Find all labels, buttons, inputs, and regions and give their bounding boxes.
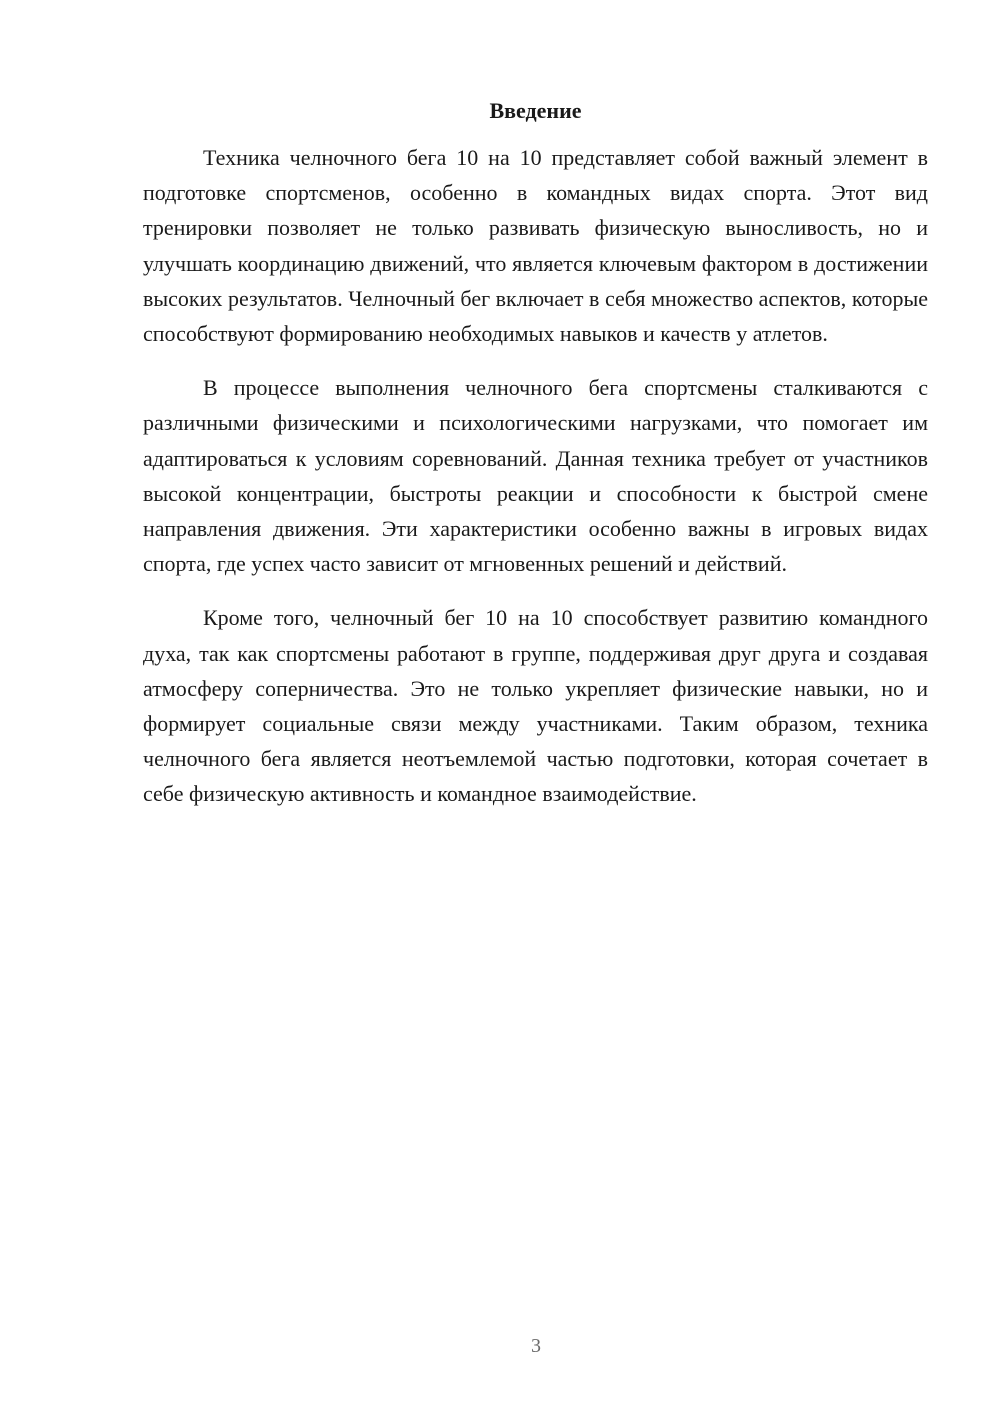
page-number: 3 <box>531 1335 541 1357</box>
page-body <box>143 96 928 831</box>
section-heading: Введение <box>489 98 582 123</box>
paragraph-3: Кроме того, челночный бег 10 на 10 способствует развитию командного духа, так как спортсмены работают в группе, поддерживая друг друга и создавая атмосферу соперничества. Это не только укрепляет физические навыки, но и формирует социальные связи между участниками. Таким образом, техника челночного бега является неотъемлемой частью подготовки, которая сочетает в себе физическую активность и командное взаимодействие. <box>143 605 928 807</box>
paragraph-2: В процессе выполнения челночного бега спортсмены сталкиваются с различными физическими и психологическими нагрузками, что помогает им адаптироваться к условиям соревнований. Данная техника требует от участников высокой концентрации, быстроты реакции и способности к быстрой смене направления движения. Эти характеристики особенно важны в игровых видах спорта, где успех часто зависит от мгновенных решений и действий. <box>143 375 928 577</box>
paragraph-1: Техника челночного бега 10 на 10 представляет собой важный элемент в подготовке спортсменов, особенно в командных видах спорта. Этот вид тренировки позволяет не только развивать физическую выносливость, но и улучшать координацию движений, что является ключевым фактором в достижении высоких результатов. Челночный бег включает в себя множество аспектов, которые способствуют формированию необходимых навыков и качеств у атлетов. <box>143 145 928 347</box>
